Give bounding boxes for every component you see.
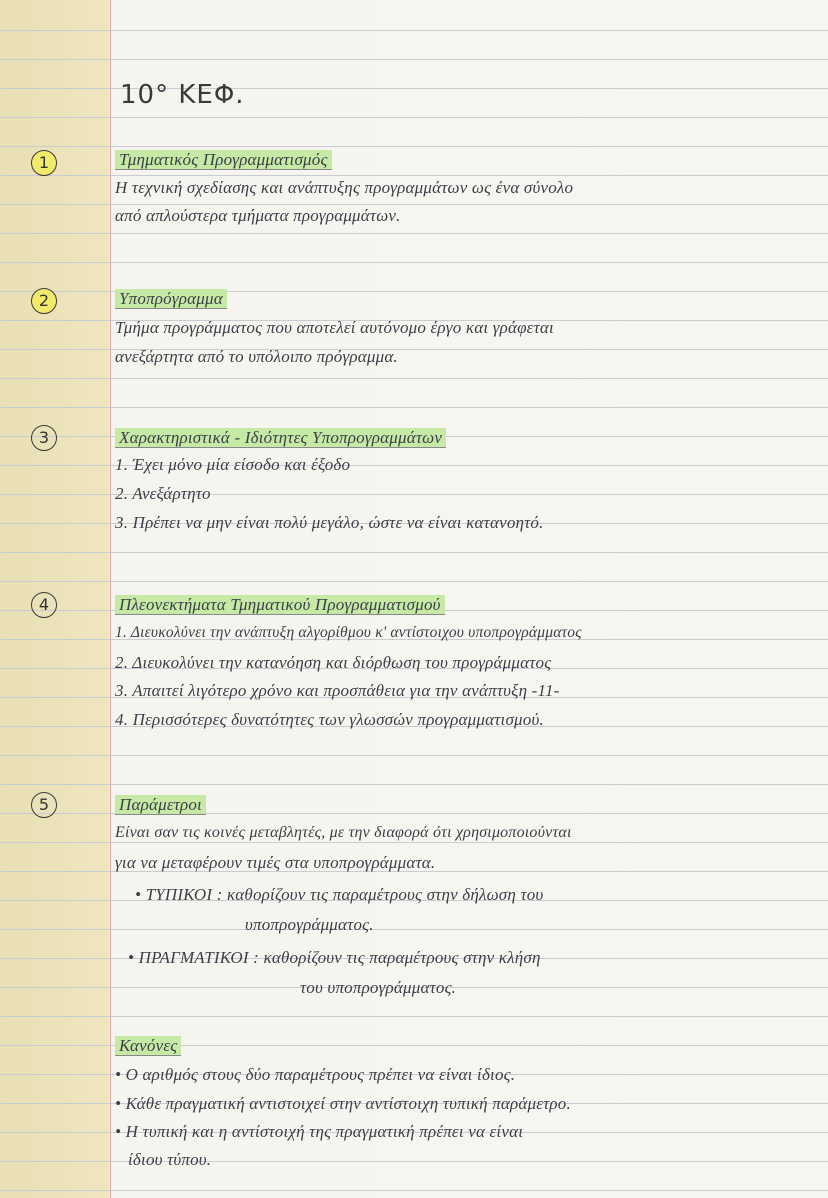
section-heading: Υποπρόγραμμα: [115, 289, 227, 309]
text-line: ανεξάρτητα από το υπόλοιπο πρόγραμμα.: [115, 347, 398, 366]
ruled-line: [0, 117, 828, 118]
list-item: • ΠΡΑΓΜΑΤΙΚΟΙ : καθορίζουν τις παραμέτρους στην κλήση: [128, 948, 541, 967]
section-heading: Πλεονεκτήματα Τμηματικού Προγραμματισμού: [115, 595, 445, 615]
list-item: 2. Διευκολύνει την κατανόηση και διόρθωση του προγράμματος: [115, 653, 552, 672]
ruled-line: [0, 204, 828, 205]
ruled-line: [0, 30, 828, 31]
section-number-1: 1: [31, 150, 57, 176]
margin-line: [110, 0, 111, 1198]
section-number-3: 3: [31, 425, 57, 451]
list-item: 2. Ανεξάρτητο: [115, 484, 211, 503]
list-item: 4. Περισσότερες δυνατότητες των γλωσσών προγραμματισμού.: [115, 710, 544, 729]
list-item: 3. Πρέπει να μην είναι πολύ μεγάλο, ώστε να είναι κατανοητό.: [115, 513, 544, 532]
section-heading: Τμηματικός Προγραμματισμός: [115, 150, 332, 170]
list-item: 1. Διευκολύνει την ανάπτυξη αλγορίθμου κ' αντίστοιχου υποπρογράμματος: [115, 624, 582, 641]
section-heading: Χαρακτηριστικά - Ιδιότητες Υποπρογραμμάτων: [115, 428, 446, 448]
ruled-line: [0, 1161, 828, 1162]
section-number-2: 2: [31, 288, 57, 314]
text-line: Η τεχνική σχεδίασης και ανάπτυξης προγραμμάτων ως ένα σύνολο: [115, 178, 574, 197]
ruled-line: [0, 262, 828, 263]
ruled-line: [0, 784, 828, 785]
list-item: • Κάθε πραγματική αντιστοιχεί στην αντίστοιχη τυπική παράμετρο.: [115, 1094, 571, 1113]
ruled-line: [0, 755, 828, 756]
section-number-5: 5: [31, 792, 57, 818]
text-line: Τμήμα προγράμματος που αποτελεί αυτόνομο έργο και γράφεται: [115, 318, 554, 337]
ruled-line: [0, 233, 828, 234]
list-item: • Η τυπική και η αντίστοιχή της πραγματική πρέπει να είναι: [115, 1122, 524, 1141]
text-line: για να μεταφέρουν τιμές στα υποπρογράμματα.: [115, 853, 436, 872]
ruled-line: [0, 146, 828, 147]
ruled-line: [0, 407, 828, 408]
section-heading: Παράμετροι: [115, 795, 206, 815]
text-line: ίδιου τύπου.: [128, 1150, 212, 1169]
text-line: υποπρογράμματος.: [245, 915, 374, 934]
list-item: • ΤΥΠΙΚΟΙ : καθορίζουν τις παραμέτρους στην δήλωση του: [135, 885, 544, 904]
text-line: από απλούστερα τμήματα προγραμμάτων.: [115, 206, 401, 225]
ruled-line: [0, 1190, 828, 1191]
list-item: 1. Έχει μόνο μία είσοδο και έξοδο: [115, 455, 351, 474]
ruled-line: [0, 581, 828, 582]
section-number-4: 4: [31, 592, 57, 618]
ruled-line: [0, 929, 828, 930]
page-title: 10° ΚΕΦ.: [120, 80, 245, 110]
list-item: 3. Απαιτεί λιγότερο χρόνο και προσπάθεια για την ανάπτυξη -11-: [115, 681, 560, 700]
rules-heading: Κανόνες: [115, 1036, 181, 1056]
ruled-line: [0, 842, 828, 843]
ruled-line: [0, 59, 828, 60]
ruled-line: [0, 1016, 828, 1017]
text-line: του υποπρογράμματος.: [300, 978, 457, 997]
ruled-line: [0, 378, 828, 379]
ruled-line: [0, 175, 828, 176]
ruled-line: [0, 552, 828, 553]
list-item: • Ο αριθμός στους δύο παραμέτρους πρέπει να είναι ίδιος.: [115, 1065, 516, 1084]
text-line: Είναι σαν τις κοινές μεταβλητές, με την διαφορά ότι χρησιμοποιούνται: [115, 824, 572, 841]
